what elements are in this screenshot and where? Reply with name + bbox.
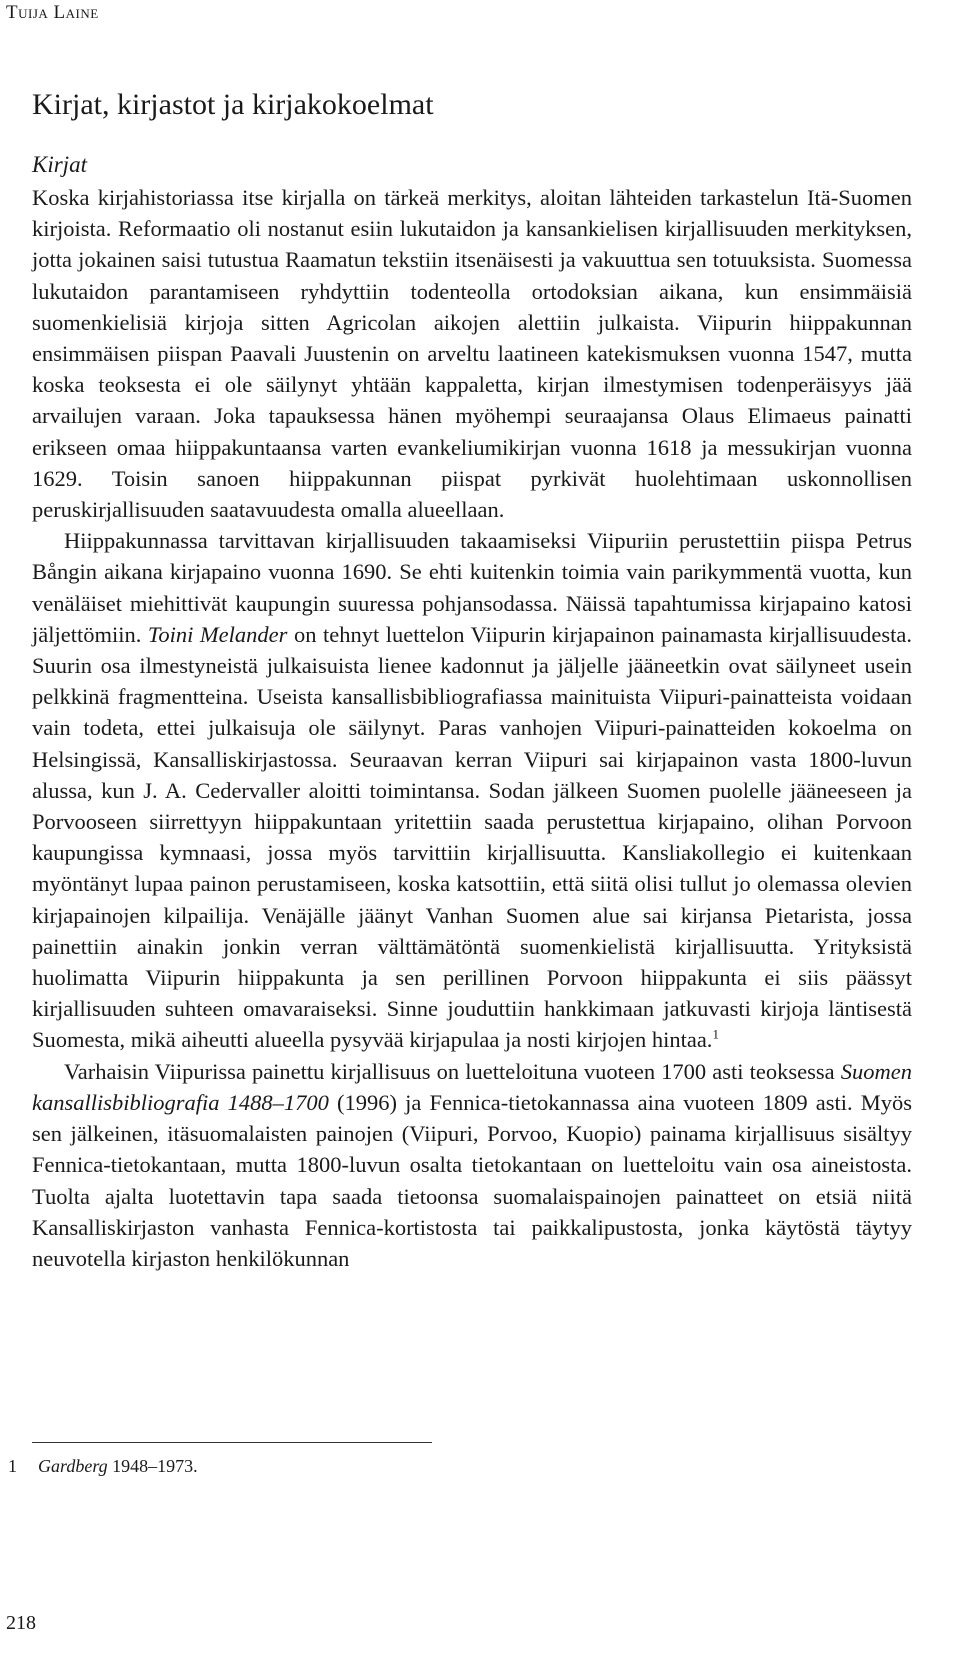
paragraph-2-text-b: on tehnyt luettelon Viipurin kirjapainon painamasta kirjallisuudesta. Suurin osa ilmestyneistä julkaisuista lienee kadonnut ja jäljelle jääneetkin ovat säilyneet usein pelkkinä fragmentteina. Useista kansallisbibliografiassa mainituista Viipuri-painatteista voidaan vain todeta, ettei julkaisuja ole säilynyt. Paras vanhojen Viipuri-painatteiden kokoelma on Helsingissä, Kansalliskirjastossa. Seuraavan kerran Viipuri sai kirjapainon vasta 1800-luvun alussa, kun J. A. Cedervaller aloitti toimintansa. Sodan jälkeen Suomen puolelle jääneeseen ja Porvooseen siirrettyyn hiippakuntaan yritettiin saada perustettua kirjapaino, olihan Porvoon kaupungissa kymnaasi, jossa myös tarvittiin kirjallisuutta. Kansliakollegio ei kuitenkaan myöntänyt lupaa painon perustamiseen, koska katsottiin, että siitä olisi tullut jo olemassa olevien kirjapainojen kilpailija. Venäjälle jäänyt Vanhan Suomen alue sai kirjansa Pietarista, jossa painettiin ainakin jonkin verran välttämätöntä suomenkielistä kirjallisuutta. Yrityksistä huolimatta Viipurin hiippakunta ja sen perillinen Porvoon hiippakunta ei siis päässyt kirjallisuuden suhteen omavaraiseksi. Sinne jouduttiin hankkimaan jatkuvasti kirjoja läntisestä Suomesta, mikä aiheutti alueella pysyvää kirjapulaa ja nosti kirjojen hintaa.: [32, 621, 912, 1053]
footnote-years: 1948–1973.: [107, 1456, 198, 1476]
chapter-title: Kirjat, kirjastot ja kirjakokoelmat: [32, 88, 434, 121]
paragraph-3: [32, 1056, 912, 1274]
footnote-number: 1: [8, 1456, 17, 1476]
running-head: Tuija Laine: [6, 2, 99, 23]
footnote-divider: [32, 1442, 432, 1443]
paragraph-3-text-a: Varhaisin Viipurissa painettu kirjallisuus on luetteloituna vuoteen 1700 asti teoksessa: [64, 1058, 841, 1084]
footnote: [8, 1456, 198, 1477]
paragraph-2-text-a: Hiippakunnassa tarvittavan kirjallisuuden takaamiseksi Viipuriin perustettiin piispa Petrus Bångin aikana kirjapaino vuonna 1690. Se ehti kuitenkin toimia vain parikymmentä vuotta, kun venäläiset miehittivät kaupungin suuressa pohjansodassa. Näissä tapahtumissa kirjapaino katosi jäljettömiin.: [32, 528, 912, 647]
footnote-author: Gardberg: [38, 1456, 108, 1476]
author-name-italic: Toini Melander: [147, 621, 288, 647]
section-heading: Kirjat: [32, 152, 87, 177]
footnote-reference[interactable]: 1: [712, 1026, 719, 1042]
page-number: 218: [6, 1612, 36, 1634]
paragraph-3-text-b: (1996) ja Fennica-tietokannassa aina vuoteen 1809 asti. Myös sen jälkeinen, itäsuomalaisten painojen (Viipuri, Porvoo, Kuopio) painama kirjallisuus sisältyy Fennica-tietokantaan, mutta 1800-luvun osalta tietokantaan on luetteloitu vain osa aineistosta. Tuolta ajalta luotettavin tapa saada tietoonsa suomalaispainojen painatteet on etsiä niitä Kansalliskirjaston vanhasta Fennica-kortistosta tai paikkalipustosta, jonka käytöstä täytyy neuvotella kirjaston henkilökunnan: [32, 1089, 913, 1271]
paragraph-2: [32, 525, 912, 1055]
book-title-italic: Suomen kansallisbibliografia 1488–1700: [32, 1058, 912, 1115]
body-text: [32, 182, 912, 1274]
paragraph-1: Koska kirjahistoriassa itse kirjalla on tärkeä merkitys, aloitan lähteiden tarkastelun Itä-Suomen kirjoista. Reformaatio oli nostanut esiin lukutaidon ja kansankielisen kirjallisuuden merkityksen, jotta jokainen saisi tutustua Raamatun tekstiin itsenäisesti ja vakuuttua sen totuuksista. Suomessa lukutaidon parantamiseen ryhdyttiin todenteolla ortodoksian aikana, kun ensimmäisiä suomenkielisiä kirjoja sitten Agricolan aikojen alettiin julkaista. Viipurin hiippakunnan ensimmäisen piispan Paavali Juustenin on arveltu laatineen katekismuksen vuonna 1547, mutta koska teoksesta ei ole säilynyt yhtään kappaletta, kirjan ilmestymisen todenperäisyys jää arvailujen varaan. Joka tapauksessa hänen myöhempi seuraajansa Olaus Elimaeus painatti erikseen omaa hiippakuntaansa varten evankeliumikirjan vuonna 1618 ja messukirjan vuonna 1629. Toisin sanoen hiippakunnan piispat pyrkivät huolehtimaan uskonnollisen peruskirjallisuuden saatavuudesta omalla alueellaan.: [32, 185, 912, 523]
